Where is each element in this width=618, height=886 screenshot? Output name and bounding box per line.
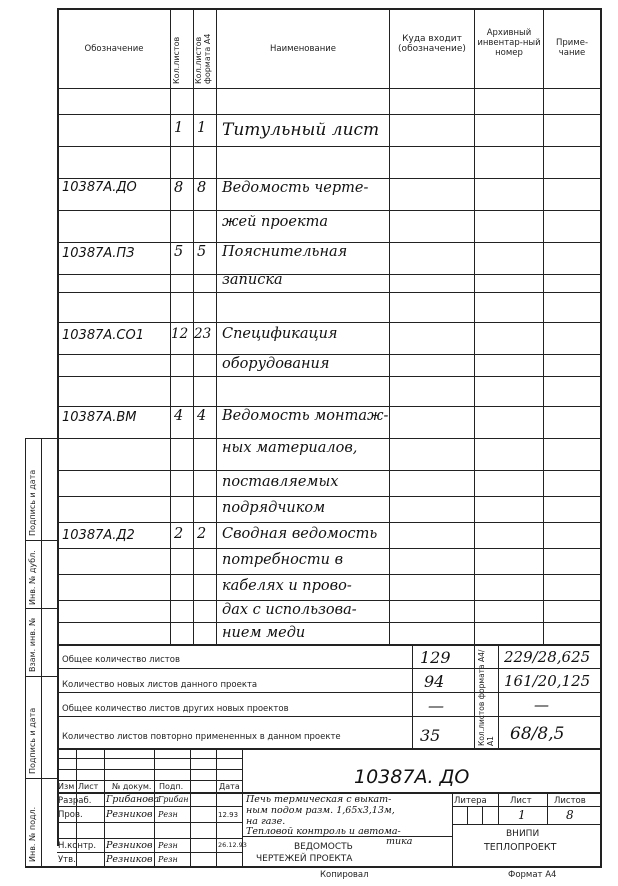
row5-designation: 10387А.ВМ xyxy=(62,410,137,425)
tb-row-line xyxy=(57,806,242,807)
tb-desc-line xyxy=(482,806,483,824)
frame-left-border xyxy=(57,8,59,846)
side-stamp-line xyxy=(25,778,57,779)
side-stamp-line xyxy=(25,676,57,677)
summary-a4-new: 161/20,125 xyxy=(504,672,591,690)
summary-value-reused: 35 xyxy=(420,726,441,745)
row-line xyxy=(57,574,600,575)
tb-role-razrab: Разраб. xyxy=(58,796,92,806)
row2-format: 8 xyxy=(197,180,207,196)
tb-name-nkontr: Резников xyxy=(106,840,153,851)
summary-label-reused: Количество листов повторно примененных в данном проекте xyxy=(62,732,341,742)
tb-desc-line xyxy=(547,792,548,824)
tb-code: 10387А. ДО xyxy=(354,766,470,788)
row-line xyxy=(57,522,600,523)
row3-name-line1: Пояснительная xyxy=(222,244,348,260)
tb-list-label: Лист xyxy=(510,796,532,806)
col-header-note: Приме-чание xyxy=(555,38,589,58)
row-line xyxy=(57,292,600,293)
tb-name-razrab: Грибанова xyxy=(106,794,160,805)
summary-vertical-label: Кол.листов формата А4/А1 xyxy=(477,649,495,746)
tb-row-line xyxy=(57,838,242,839)
summary-a4-other: — xyxy=(534,696,549,714)
row4-name-line1: Спецификация xyxy=(222,326,338,342)
row6-name-line1: Сводная ведомость xyxy=(222,526,378,542)
tb-name-utv: Резников xyxy=(106,854,153,865)
summary-line xyxy=(57,692,600,693)
tb-desc-line xyxy=(452,806,600,807)
tb-doc-title-1: ВЕДОМОСТЬ xyxy=(294,842,353,852)
tb-row-line xyxy=(57,758,242,759)
tb-desc2-line2: тика xyxy=(386,836,413,847)
summary-bottom xyxy=(57,748,600,750)
row6-designation: 10387А.Д2 xyxy=(62,528,135,543)
summary-value-new: 94 xyxy=(424,672,445,691)
tb-col-line xyxy=(216,748,217,866)
row-line xyxy=(57,496,600,497)
row-line xyxy=(57,114,600,115)
side-label-podpis-bottom: Подпись и дата xyxy=(28,707,37,774)
tb-col-line xyxy=(190,748,191,866)
row2-sheets: 8 xyxy=(174,180,184,196)
tb-name-prov: Резников xyxy=(106,809,153,820)
summary-line xyxy=(57,716,600,717)
tb-desc-line xyxy=(498,792,499,824)
row5-sheets: 4 xyxy=(174,408,184,424)
tb-col-podp: Подп. xyxy=(159,782,184,791)
tb-desc-line3: на газе. xyxy=(246,816,286,827)
row2-name-line1: Ведомость черте- xyxy=(222,180,369,196)
col-header-format: Кол.листов формата А4 xyxy=(194,33,212,84)
side-stamp-left xyxy=(25,438,26,866)
row3-name-line2: записка xyxy=(222,272,283,288)
tb-date-nkontr: 26.12.93 xyxy=(218,841,247,849)
summary-label-total: Общее количество листов xyxy=(62,655,180,665)
row6-name-line4: дах с использова- xyxy=(222,602,357,618)
summary-col-1 xyxy=(412,644,413,748)
row-line xyxy=(57,622,600,623)
tb-row-line xyxy=(57,852,242,853)
side-label-inv-podl: Инв. № подл. xyxy=(28,806,37,862)
tb-desc-line xyxy=(452,792,453,866)
row-line xyxy=(57,406,600,407)
footer-format: Формат А4 xyxy=(508,870,557,880)
tb-desc-line xyxy=(452,824,600,825)
row1-sheets: 1 xyxy=(174,120,184,136)
row5-name-line3: поставляемых xyxy=(222,474,339,490)
row2-name-line2: жей проекта xyxy=(222,214,328,230)
side-label-inv-dubl: Инв. № дубл. xyxy=(28,550,37,605)
row1-name-line1: Титульный лист xyxy=(222,120,380,140)
row-line xyxy=(57,210,600,211)
row6-name-line3: кабелях и прово- xyxy=(222,578,352,594)
row5-name-line2: ных материалов, xyxy=(222,440,358,456)
tb-sign-utv: Резн xyxy=(158,855,178,864)
summary-col-3 xyxy=(498,644,499,748)
tb-row-line xyxy=(57,769,242,770)
frame-bottom-border xyxy=(25,866,600,868)
row-line xyxy=(57,548,600,549)
tb-role-utv: Утв. xyxy=(58,855,76,865)
row4-format: 23 xyxy=(194,326,212,342)
side-stamp-line xyxy=(25,540,57,541)
tb-col-line xyxy=(154,748,155,866)
tb-role-prov: Пров. xyxy=(58,810,83,820)
row-line xyxy=(57,322,600,323)
row6-format: 2 xyxy=(197,526,207,542)
tb-doc-title-2: ЧЕРТЕЖЕЙ ПРОЕКТА xyxy=(256,854,353,864)
footer-copied: Копировал xyxy=(320,870,369,880)
col-header-archive: Архивный инвентар-ный номер xyxy=(477,28,541,58)
summary-col-2 xyxy=(474,644,475,748)
tb-col-data: Дата xyxy=(219,782,240,791)
row3-format: 5 xyxy=(197,244,207,260)
row3-designation: 10387А.ПЗ xyxy=(62,246,135,261)
summary-a4-reused: 68/8,5 xyxy=(510,724,565,744)
row-line xyxy=(57,274,600,275)
summary-label-other: Общее количество листов других новых проектов xyxy=(62,704,289,714)
side-stamp-mid xyxy=(41,438,42,866)
summary-label-new: Количество новых листов данного проекта xyxy=(62,680,258,690)
tb-desc-line1: Печь термическая с выкат- xyxy=(246,794,392,805)
tb-listov-label: Листов xyxy=(554,796,586,806)
col-header-where: Куда входит (обозначение) xyxy=(398,34,466,54)
row4-designation: 10387А.СО1 xyxy=(62,328,144,343)
col-header-name: Наименование xyxy=(269,44,337,54)
row4-name-line2: оборудования xyxy=(222,356,330,372)
tb-org-1: ВНИПИ xyxy=(506,829,540,839)
row-line xyxy=(57,600,600,601)
tb-sign-nkontr: Резн xyxy=(158,841,178,850)
tb-listov-value: 8 xyxy=(566,808,574,822)
tb-role-nkontr: Н.контр. xyxy=(58,841,97,851)
tb-col-izm: Изм xyxy=(58,782,75,791)
row1-format: 1 xyxy=(197,120,207,136)
frame-right-border xyxy=(600,8,602,868)
row5-format: 4 xyxy=(197,408,207,424)
row2-designation: 10387А.ДО xyxy=(62,180,137,195)
tb-list-value: 1 xyxy=(518,808,526,822)
side-stamp-line xyxy=(25,438,57,439)
tb-desc2-line1: Тепловой контроль и автома- xyxy=(246,826,401,837)
summary-value-total: 129 xyxy=(420,648,451,667)
row5-name-line4: подрядчиком xyxy=(222,500,326,516)
col-header-designation: Обозначение xyxy=(84,44,144,54)
tb-litera-label: Литера xyxy=(454,796,487,806)
tb-col-dokum: № докум. xyxy=(112,782,152,791)
tb-row-line xyxy=(57,780,242,781)
row-line xyxy=(57,146,600,147)
tb-date-prov: 12.93 xyxy=(218,811,239,819)
row-line xyxy=(57,354,600,355)
row6-name-line5: нием меди xyxy=(222,625,306,641)
tb-sign-prov: Резн xyxy=(158,810,178,819)
tb-org-2: ТЕПЛОПРОЕКТ xyxy=(484,842,557,853)
row5-name-line1: Ведомость монтаж- xyxy=(222,408,389,424)
tb-desc-line xyxy=(467,806,468,824)
frame-top-border xyxy=(57,8,600,10)
side-stamp-line xyxy=(25,608,57,609)
tb-col-list: Лист xyxy=(78,782,99,791)
row-line xyxy=(57,178,600,179)
row3-sheets: 5 xyxy=(174,244,184,260)
row6-name-line2: потребности в xyxy=(222,552,344,568)
row-line xyxy=(57,470,600,471)
summary-top xyxy=(57,644,600,646)
row-line xyxy=(57,242,600,243)
side-label-podpis-top: Подпись и дата xyxy=(28,469,37,536)
col-header-sheets: Кол.листов xyxy=(172,36,181,84)
tb-desc-line2: ным подом разм. 1,65х3,13м, xyxy=(246,805,395,816)
row4-sheets: 12 xyxy=(171,326,189,342)
row-line xyxy=(57,438,600,439)
summary-line xyxy=(57,668,600,669)
tb-row-line xyxy=(57,822,242,823)
row-line xyxy=(57,376,600,377)
row6-sheets: 2 xyxy=(174,526,184,542)
tb-col-line xyxy=(104,748,105,866)
tb-sign-razrab: Грибан xyxy=(158,795,189,804)
header-divider xyxy=(57,88,600,89)
summary-a4-total: 229/28,625 xyxy=(504,648,591,666)
summary-value-other: — xyxy=(428,696,444,715)
side-label-vzam-inv: Взам. инв. № xyxy=(28,617,37,672)
